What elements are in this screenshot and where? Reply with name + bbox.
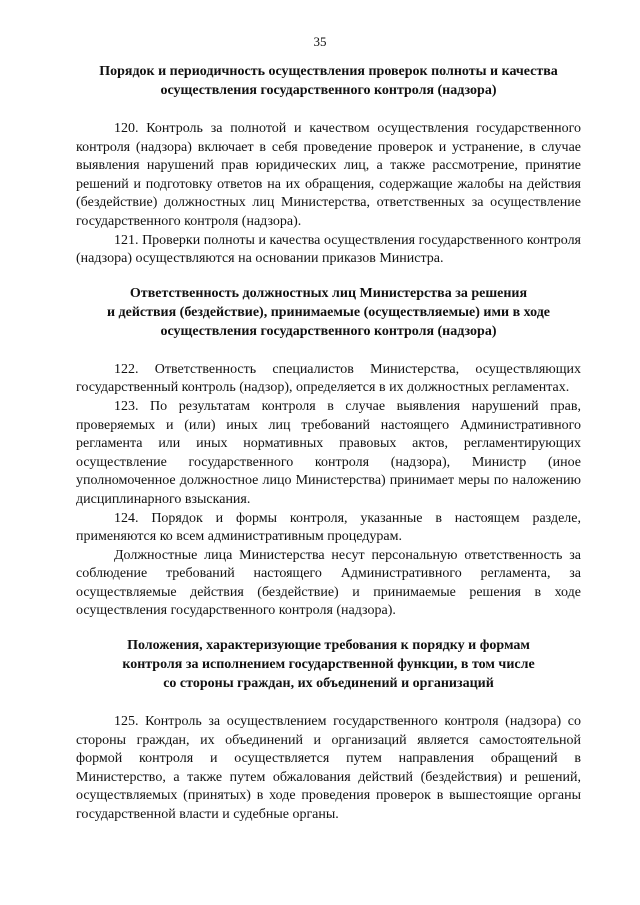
paragraph-122: 122. Ответственность специалистов Министерства, осуществляющих государственный контроль (надзор), определяется в их должностных регламентах. [76, 361, 581, 396]
document-body [76, 62, 581, 825]
paragraph-120: 120. Контроль за полнотой и качеством осуществления государственного контроля (надзора) включает в себя проведение проверок и устранение, в случае выявления нарушений прав юридических лиц, а также рассмотрение, принятие решений и подготовку ответов на их обращения, содержащие жалобы на действия (бездействие) должностных лиц Министерства, ответственных за осуществление государственного контроля (надзора). [76, 121, 581, 229]
heading-line: со стороны граждан, их объединений и организаций [163, 676, 494, 692]
paragraph-121: 121. Проверки полноты и качества осуществления государственного контроля (надзора) осуществляются на основании приказов Министра. [76, 232, 581, 267]
heading-line: контроля за исполнением государственной функции, в том числе [122, 657, 535, 673]
section-heading-responsibility [76, 284, 581, 341]
heading-line: осуществления государственного контроля (надзора) [160, 323, 497, 339]
heading-line: Порядок и периодичность осуществления проверок полноты и качества [99, 64, 558, 79]
heading-line: и действия (бездействие), принимаемые (осуществляемые) ими в ходе [106, 304, 551, 320]
heading-line: Положения, характеризующие требования к порядку и формам [127, 638, 530, 654]
heading-line: осуществления государственного контроля (надзора) [160, 83, 497, 98]
paragraph-125: 125. Контроль за осуществлением государственного контроля (надзора) со стороны граждан, их объединений и организаций является самостоятельной формой контроля и осуществляется путем направления обращений в Министерство, а также путем обжалования действий (бездействия) и решений, осуществляемых (принятых) в ходе проведения проверок в вышестоящие органы государственной власти и судебные органы. [76, 714, 581, 823]
page-number: 35 [313, 34, 327, 49]
heading-line: Ответственность должностных лиц Министерства за решения [129, 285, 528, 301]
paragraph-124: 124. Порядок и формы контроля, указанные в настоящем разделе, применяются ко всем административным процедурам. [76, 510, 581, 545]
paragraph-123: 123. По результатам контроля в случае выявления нарушений прав, проверяемых и (или) иных лиц требований настоящего Административного регламента или иных нормативных правовых актов, регламентирующих осуществление государственного контроля (надзора), Министр (иное уполномоченное должностное лицо Министерства) принимает меры по наложению дисциплинарного взыскания. [76, 398, 581, 507]
section-heading-public-control [76, 636, 581, 693]
section-heading-inspections [76, 62, 581, 100]
paragraph-officials: Должностные лица Министерства несут персональную ответственность за соблюдение требований настоящего Административного регламента, за осуществляемые действия (бездействие) и принимаемые решения в ходе осуществления государственного контроля (надзора). [76, 547, 581, 619]
